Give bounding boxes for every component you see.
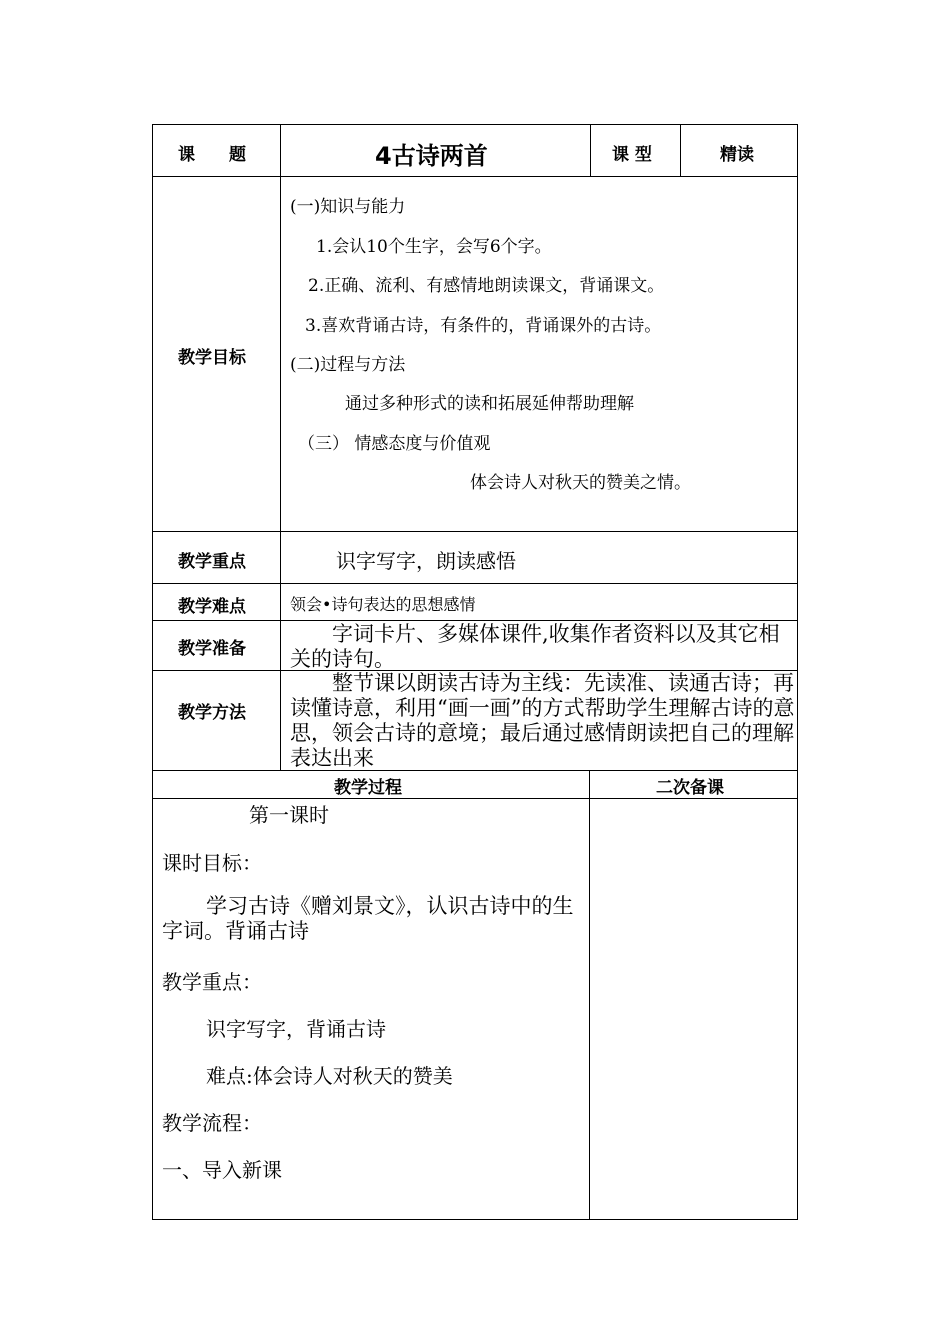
column-divider — [589, 770, 590, 1219]
process-line: 难点:体会诗人对秋天的赞美 — [206, 1064, 453, 1088]
key-points-label: 教学重点 — [178, 552, 246, 572]
lesson-title: 4古诗两首 — [375, 142, 488, 170]
objective-line: （三） 情感态度与价值观 — [298, 434, 491, 454]
method-label: 教学方法 — [178, 703, 246, 723]
column-divider — [280, 125, 281, 770]
process-line: 一、导入新课 — [162, 1158, 282, 1182]
process-line: 学习古诗《赠刘景文》，认识古诗中的生字词。背诵古诗 — [162, 894, 574, 943]
column-divider — [590, 125, 591, 176]
preparation-text: 字词卡片、多媒体课件,收集作者资料以及其它相关的诗句。 — [290, 622, 780, 671]
type-label: 课 型 — [612, 145, 652, 165]
row-divider — [153, 583, 797, 584]
row-divider — [153, 620, 797, 621]
process-header: 教学过程 — [334, 778, 402, 798]
objective-line: 3.喜欢背诵古诗，有条件的，背诵课外的古诗。 — [305, 316, 662, 336]
objective-line: (一)知识与能力 — [290, 197, 406, 217]
row-divider — [153, 176, 797, 177]
difficulties-text: 领会•诗句表达的思想感情 — [290, 595, 476, 614]
objective-line: (二)过程与方法 — [290, 355, 406, 375]
objective-line: 2.正确、流利、有感情地朗读课文，背诵课文。 — [308, 276, 665, 296]
notes-header: 二次备课 — [656, 778, 724, 798]
objectives-label: 教学目标 — [178, 348, 246, 368]
key-points-text: 识字写字，朗读感悟 — [336, 549, 516, 573]
process-line: 识字写字，背诵古诗 — [206, 1017, 386, 1041]
objective-line: 体会诗人对秋天的赞美之情。 — [470, 473, 691, 493]
method-text: 整节课以朗读古诗为主线：先读准、读通古诗；再读懂诗意，利用“画一画”的方式帮助学生理解古诗的意思，领会古诗的意境；最后通过感情朗读把自己的理解表达出来 — [290, 671, 795, 770]
preparation-label: 教学准备 — [178, 639, 246, 659]
process-line: 教学重点： — [162, 970, 262, 994]
objective-line: 通过多种形式的读和拓展延伸帮助理解 — [345, 394, 634, 414]
process-line: 课时目标： — [162, 851, 262, 875]
process-line: 第一课时 — [249, 803, 329, 827]
process-line: 教学流程： — [162, 1111, 262, 1135]
type-value: 精读 — [720, 145, 754, 165]
row-divider — [153, 531, 797, 532]
difficulties-label: 教学难点 — [178, 597, 246, 617]
objective-line: 1.会认10个生字，会写6个字。 — [316, 237, 552, 257]
topic-label: 课 题 — [178, 145, 246, 165]
column-divider — [680, 125, 681, 176]
